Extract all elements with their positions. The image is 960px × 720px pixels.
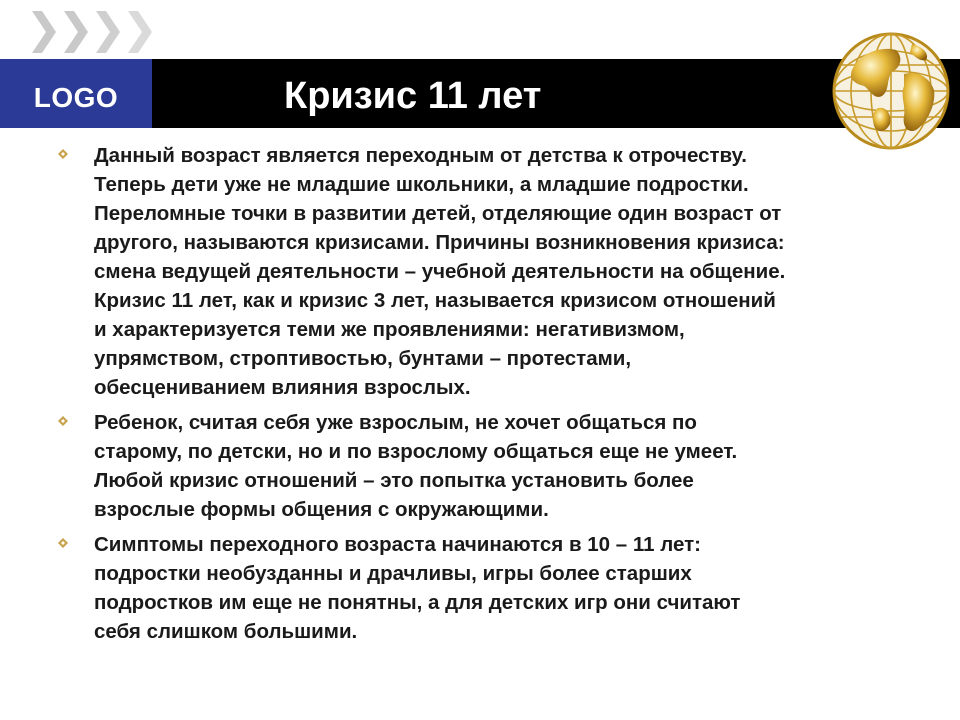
globe-icon — [830, 30, 952, 152]
slide-title: Кризис 11 лет — [284, 75, 542, 117]
text-line: смена ведущей деятельности – учебной деятельности на общение. — [94, 260, 786, 283]
text-line: подростки необузданны и драчливы, игры более старших — [94, 562, 692, 585]
bullet-diamond-icon — [58, 149, 68, 159]
logo — [0, 59, 152, 128]
text-line: Симптомы переходного возраста начинаются в 10 – 11 лет: — [94, 533, 701, 556]
bullet-text — [94, 408, 914, 524]
logo-text: LOGO — [33, 81, 119, 113]
text-line: Теперь дети уже не младшие школьники, а младшие подростки. — [94, 173, 749, 196]
bullet-diamond-icon — [58, 538, 68, 548]
slide-body — [56, 141, 914, 652]
text-line: Кризис 11 лет, как и кризис 3 лет, называется кризисом отношений — [94, 289, 776, 312]
bullet-text — [94, 530, 914, 646]
text-line: подростков им еще не понятны, а для детских игр они считают — [94, 591, 741, 614]
text-line: Данный возраст является переходным от детства к отрочеству. — [94, 144, 747, 167]
text-line: обесцениванием влияния взрослых. — [94, 376, 471, 399]
text-line: себя слишком большими. — [94, 620, 358, 643]
text-line: Ребенок, считая себя уже взрослым, не хочет общаться по — [94, 411, 697, 434]
bullet-diamond-icon — [58, 416, 68, 426]
bullet-item — [56, 408, 914, 524]
bullet-item — [56, 530, 914, 646]
text-line: и характеризуется теми же проявлениями: негативизмом, — [94, 318, 685, 341]
bullet-item — [56, 141, 914, 402]
bullet-text — [94, 141, 914, 402]
text-line: упрямством, строптивостью, бунтами – протестами, — [94, 347, 632, 370]
text-line: Любой кризис отношений – это попытка установить более — [94, 469, 694, 492]
text-line: Переломные точки в развитии детей, отделяющие один возраст от — [94, 202, 782, 225]
text-line: взрослые формы общения с окружающими. — [94, 498, 549, 521]
text-line: старому, по детски, но и по взрослому общаться еще не умеет. — [94, 440, 738, 463]
text-line: другого, называются кризисами. Причины возникновения кризиса: — [94, 231, 785, 254]
chevrons-icon — [32, 11, 162, 53]
